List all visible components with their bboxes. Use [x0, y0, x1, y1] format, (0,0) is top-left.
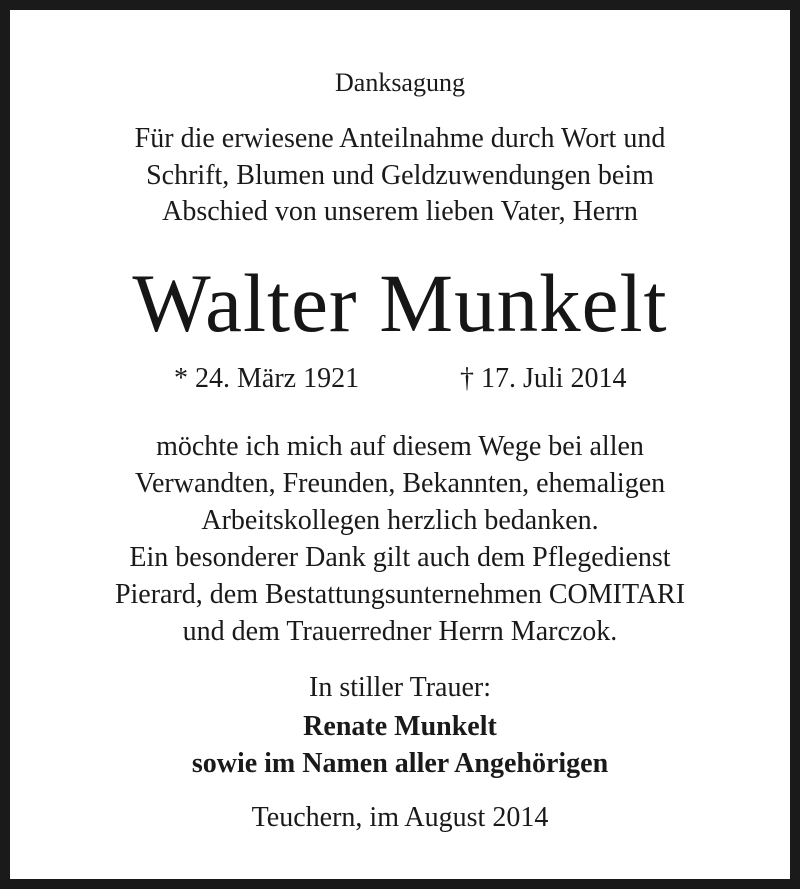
intro-line: Für die erwiesene Anteilnahme durch Wort und — [134, 123, 666, 154]
intro-line: Abschied von unserem lieben Vater, Herrn — [162, 196, 638, 227]
mourning-label: In stiller Trauer: — [309, 672, 491, 703]
deceased-name: Walter Munkelt — [132, 257, 668, 349]
signer-name: Renate Munkelt — [303, 711, 497, 742]
signer-name: sowie im Namen aller Angehörigen — [191, 748, 609, 779]
place-date: Teuchern, im August 2014 — [251, 802, 549, 833]
life-dates — [20, 365, 780, 399]
body-line: Pierard, dem Bestattungsunternehmen COMITARI — [114, 579, 686, 610]
notice-heading: Danksagung — [335, 68, 465, 97]
body-line: und dem Trauerredner Herrn Marczok. — [182, 616, 618, 647]
body-line: Ein besonderer Dank gilt auch dem Pflegedienst — [129, 542, 671, 573]
birth-date: * 24. März 1921 — [174, 363, 360, 394]
body-line: möchte ich mich auf diesem Wege bei allen — [156, 431, 644, 462]
body-line: Arbeitskollegen herzlich bedanken. — [201, 505, 599, 536]
body-line: Verwandten, Freunden, Bekannten, ehemaligen — [134, 468, 666, 499]
intro-line: Schrift, Blumen und Geldzuwendungen beim — [146, 160, 654, 191]
death-date: † 17. Juli 2014 — [460, 363, 627, 394]
